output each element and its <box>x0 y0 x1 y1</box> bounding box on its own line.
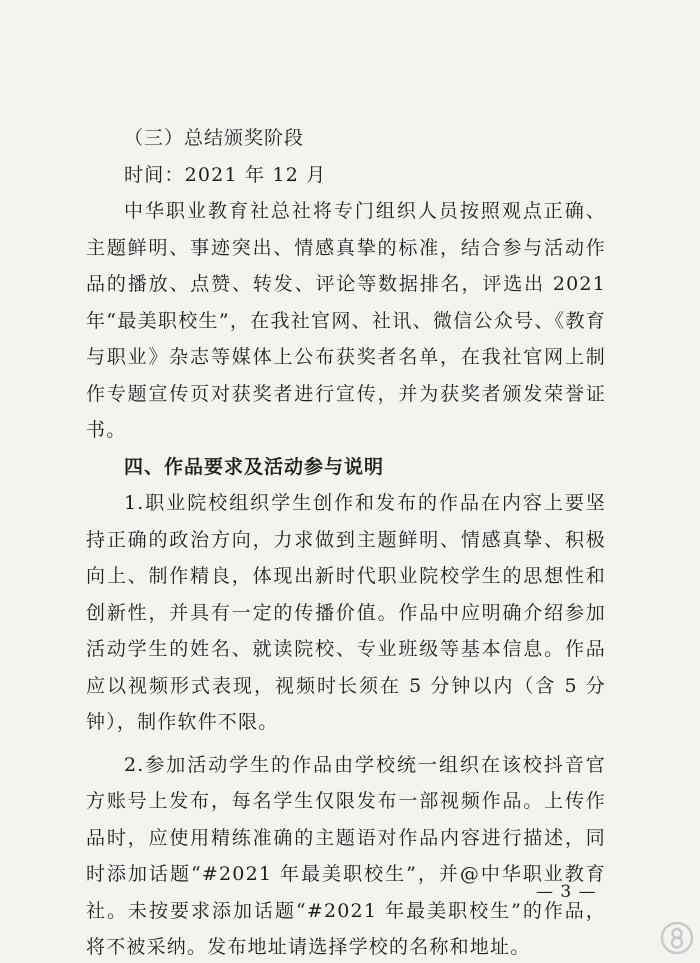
section-stage-heading: （三）总结颁奖阶段 <box>124 127 305 149</box>
page-number: — 3 — <box>536 882 597 902</box>
section-four-heading: 四、作品要求及活动参与说明 <box>124 455 385 478</box>
document-body <box>86 120 606 963</box>
requirement-item-1: 1.职业院校组织学生创作和发布的作品在内容上要坚持正确的政治方向，力求做到主题鲜明、情感真挚、积极向上、制作精良，体现出新时代职业院校学生的思想性和创新性，并具有一定的传播价值。作品中应明确介绍参加活动学生的姓名、就读院校、专业班级等基本信息。作品应以视频形式表现，视频时长须在 5 分钟以内（含 5 分钟），制作软件不限。 <box>86 492 606 733</box>
award-paragraph: 中华职业教育社总社将专门组织人员按照观点正确、主题鲜明、事迹突出、情感真挚的标准，结合参与活动作品的播放、点赞、转发、评论等数据排名，评选出 2021 年“最美职校生”，在我社官网、社讯、微信公众号、《教育与职业》杂志等媒体上公布获奖者名单，在我社官网上制作专题宣传页对获奖者进行宣传，并为获奖者颁发荣誉证书。 <box>86 200 606 441</box>
time-line: 时间：2021 年 12 月 <box>124 163 327 186</box>
watermark-icon <box>660 921 694 955</box>
requirement-item-2: 2.参加活动学生的作品由学校统一组织在该校抖音官方账号上发布，每名学生仅限发布一部视频作品。上传作品时，应使用精练准确的主题语对作品内容进行描述，同时添加话题“#2021 年最美职校生”，并@中华职业教育社。未按要求添加话题“#2021 年最美职校生”的作品，将不被采纳。发布地址请选择学校的名称和地址。 <box>86 753 606 958</box>
